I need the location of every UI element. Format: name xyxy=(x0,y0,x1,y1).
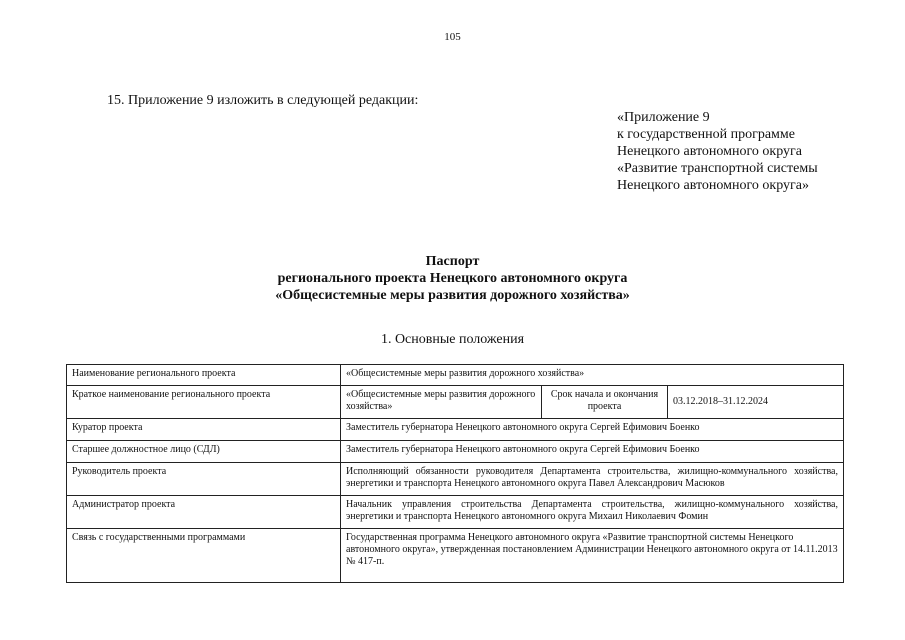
page-number: 105 xyxy=(444,31,461,43)
row-label: Краткое наименование регионального проекта xyxy=(67,386,341,419)
annex-line: к государственной программе xyxy=(617,127,795,142)
table-row xyxy=(67,463,844,496)
table-row xyxy=(67,496,844,529)
passport-table xyxy=(66,364,844,583)
annex-line: «Приложение 9 xyxy=(617,110,710,125)
row-label: Администратор проекта xyxy=(67,496,341,529)
row-value: Начальник управления строительства Департамента строительства, жилищно-коммунального хозяйства, энергетики и транспорта Ненецкого автономного округа Михаил Николаевич Фомин xyxy=(341,496,844,529)
row-label: Старшее должностное лицо (СДЛ) xyxy=(67,441,341,463)
annex-line: Ненецкого автономного округа» xyxy=(617,178,809,193)
row-value: Заместитель губернатора Ненецкого автономного округа Сергей Ефимович Боенко xyxy=(341,419,844,441)
table-row xyxy=(67,529,844,583)
table-row xyxy=(67,419,844,441)
table-row xyxy=(67,365,844,386)
annex-line: «Развитие транспортной системы xyxy=(617,161,818,176)
annex-line: Ненецкого автономного округа xyxy=(617,144,802,159)
row-label: Связь с государственными программами xyxy=(67,529,341,583)
row-value: Исполняющий обязанности руководителя Департамента строительства, жилищно-коммунального хозяйства, энергетики и транспорта Ненецкого автономного округа Павел Александрович Масюков xyxy=(341,463,844,496)
row-label: Руководитель проекта xyxy=(67,463,341,496)
section-heading: 1. Основные положения xyxy=(380,332,525,347)
table-row xyxy=(67,441,844,463)
row-label: Наименование регионального проекта xyxy=(67,365,341,386)
row-value: «Общесистемные меры развития дорожного хозяйства» xyxy=(341,365,844,386)
table-row xyxy=(67,386,844,419)
term-label: Срок начала и окончания проекта xyxy=(542,386,668,419)
term-value: 03.12.2018–31.12.2024 xyxy=(668,386,844,419)
annex-header xyxy=(617,109,818,194)
amendment-text: 15. Приложение 9 изложить в следующей редакции: xyxy=(107,93,419,108)
title-line: регионального проекта Ненецкого автономного округа xyxy=(277,271,628,286)
document-title xyxy=(0,253,905,304)
title-line: «Общесистемные меры развития дорожного хозяйства» xyxy=(275,288,630,303)
row-value: «Общесистемные меры развития дорожного хозяйства» xyxy=(341,386,542,419)
row-value: Заместитель губернатора Ненецкого автономного округа Сергей Ефимович Боенко xyxy=(341,441,844,463)
title-line: Паспорт xyxy=(425,254,480,269)
row-label: Куратор проекта xyxy=(67,419,341,441)
row-value: Государственная программа Ненецкого автономного округа «Развитие транспортной системы Ненецкого автономного округа», утвержденная постановлением Администрации Ненецкого автономного округа от 14.11.2013 № 417-п. xyxy=(341,529,844,583)
